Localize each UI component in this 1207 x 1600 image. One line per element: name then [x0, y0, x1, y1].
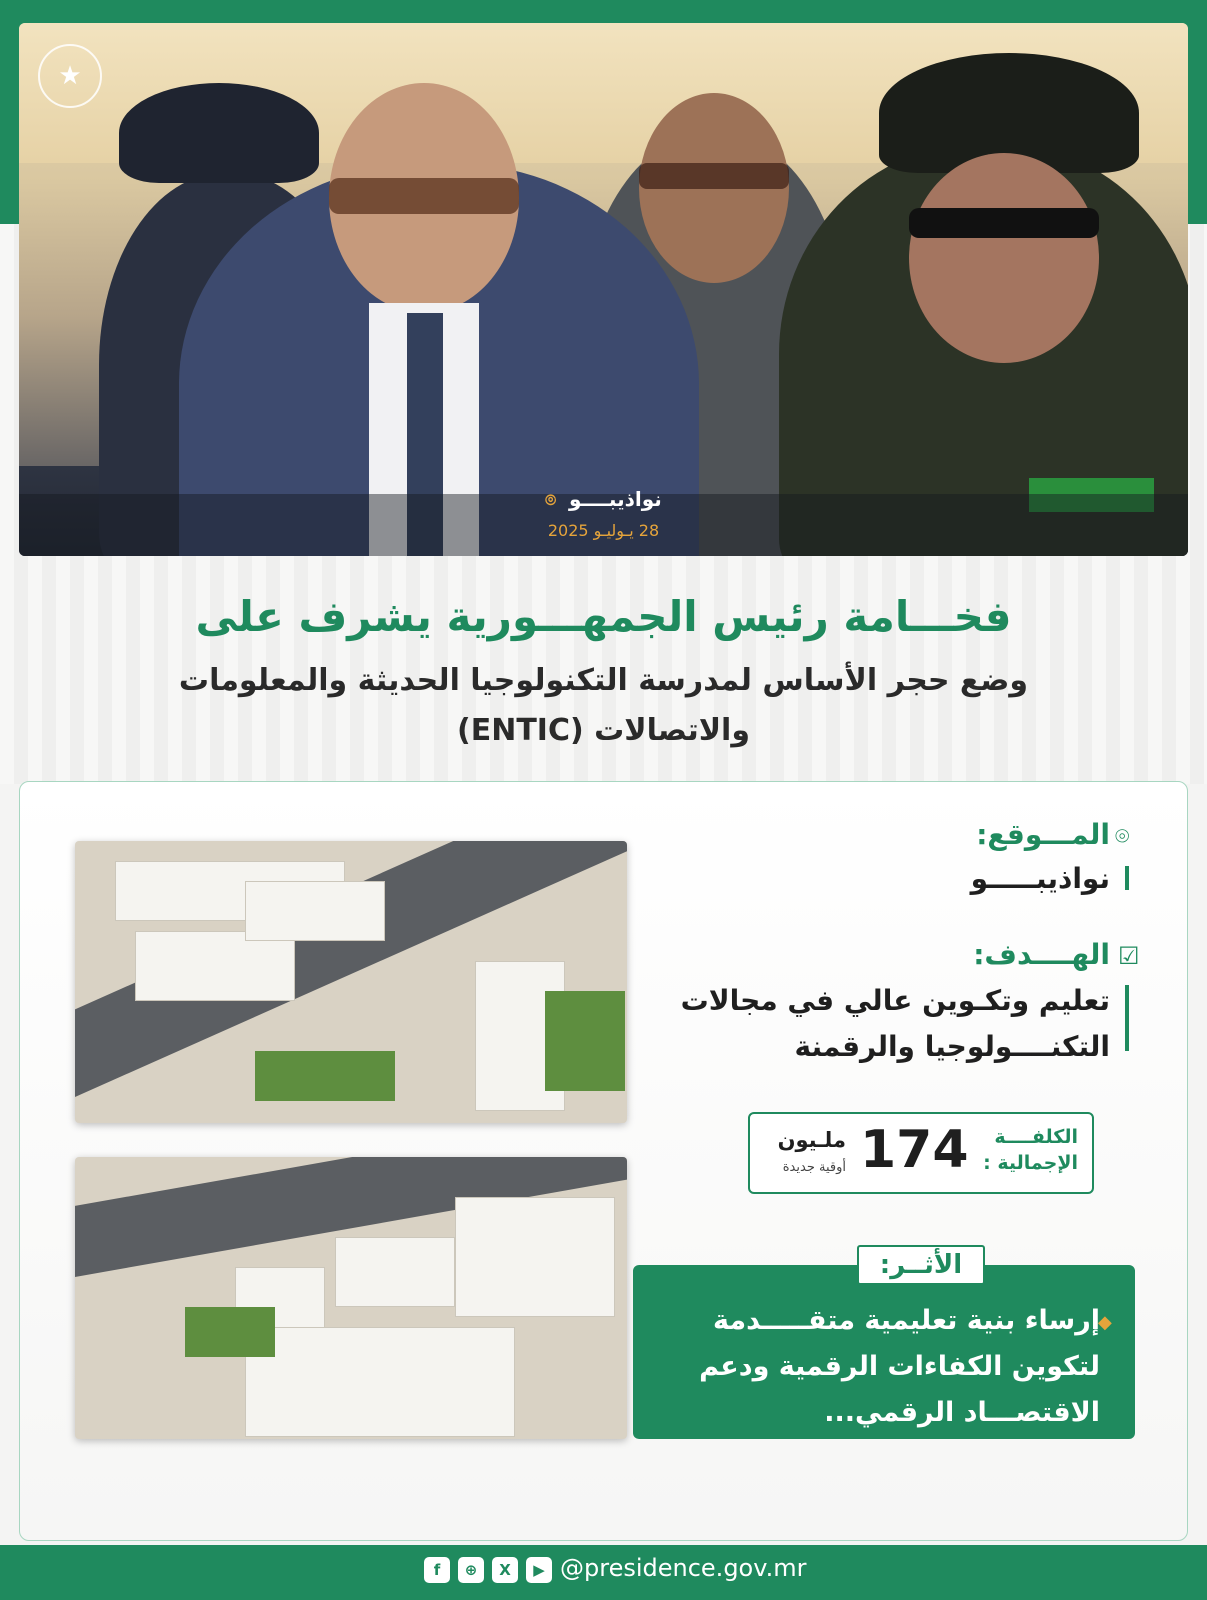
x-icon[interactable]: X [492, 1557, 518, 1583]
impact-line-1: إرساء بنية تعليمية متقـــــدمة [713, 1305, 1100, 1336]
target-clipboard-icon: ☑ [1118, 942, 1140, 970]
emblem-star-icon: ★ [38, 44, 102, 108]
cost-currency: أوقية جديدة [782, 1160, 846, 1175]
facebook-icon[interactable]: f [424, 1557, 450, 1583]
cost-label-line-1: الكلفــــة [994, 1126, 1078, 1148]
impact-label: الأثــر: [857, 1245, 985, 1285]
building-render-top [75, 841, 627, 1123]
location-label: المـــوقع: [976, 818, 1110, 851]
goal-line-2: التكنــــولوجيا والرقمنة [794, 1030, 1110, 1063]
cost-unit: ملـيون [777, 1128, 846, 1152]
building-render-bottom [75, 1157, 627, 1439]
location-value: نواذيبـــــو [970, 862, 1110, 895]
hero-photo [19, 23, 1188, 556]
hero-location [0, 487, 1207, 511]
subtitle-line-2: والاتصالات (ENTIC) [457, 713, 750, 748]
location-bar [1125, 866, 1129, 890]
page-subtitle [120, 656, 1087, 756]
location-pin-icon: ⌾ [1115, 822, 1130, 850]
cost-label [960, 1124, 1078, 1176]
impact-text [660, 1298, 1100, 1436]
cost-label-line-2: الإجمالية : [983, 1152, 1078, 1174]
goal-line-1: تعليم وتكـوين عالي في مجالات [680, 984, 1110, 1017]
youtube-icon[interactable]: ▶ [526, 1557, 552, 1583]
hero-location-text: نواذيبــــو [569, 487, 662, 511]
hero-date: 28 يـوليـو 2025 [547, 521, 660, 540]
impact-line-3: الاقتصـــاد الرقمي... [824, 1397, 1100, 1428]
bullet-diamond-icon: ◆ [1098, 1312, 1112, 1333]
goal-bar [1125, 985, 1129, 1051]
page-title: فخـــامة رئيس الجمهـــورية يشرف على [195, 592, 1012, 641]
footer-handle[interactable]: @presidence.gov.mr [560, 1554, 807, 1582]
cost-amount: 174 [860, 1120, 969, 1180]
impact-line-2: لتكوين الكفاءات الرقمية ودعم [699, 1351, 1100, 1382]
subtitle-line-1: وضع حجر الأساس لمدرسة التكنولوجيا الحديثة والمعلومات [178, 663, 1029, 698]
web-icon[interactable]: ⊕ [458, 1557, 484, 1583]
goal-value [640, 978, 1110, 1070]
location-pin-icon: ⌾ [545, 490, 557, 511]
goal-label: الهــــدف: [973, 938, 1110, 971]
